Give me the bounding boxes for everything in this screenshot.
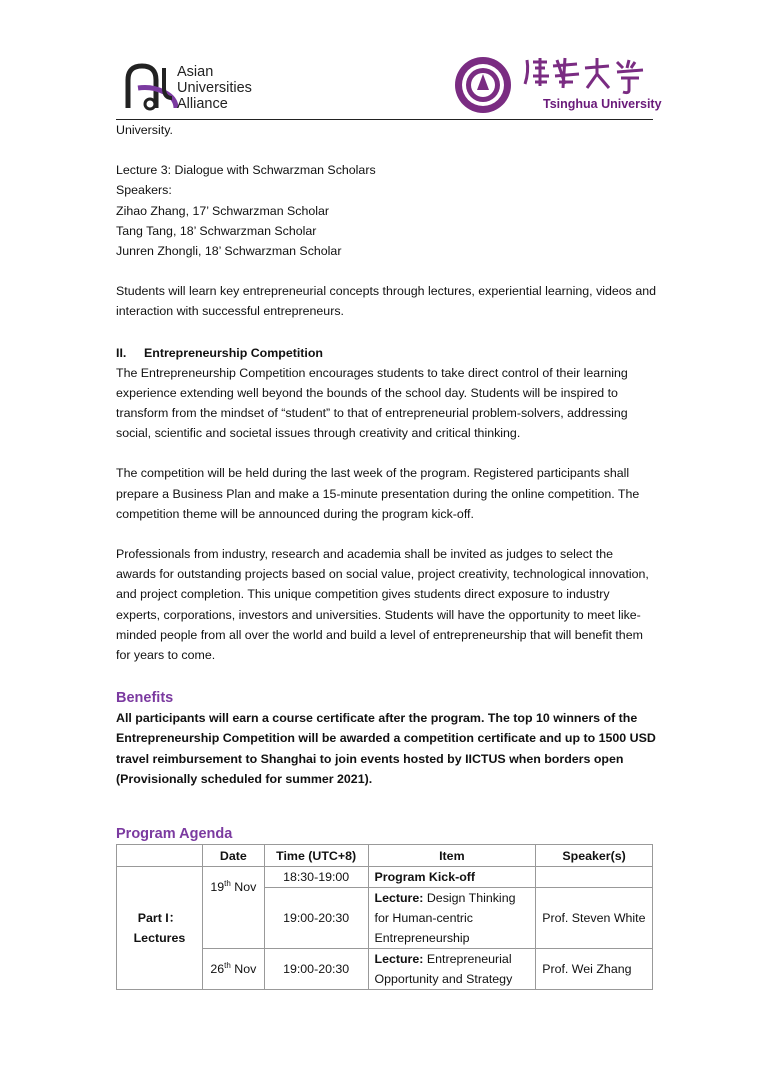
part-cell [117, 867, 203, 990]
section-number: II. [116, 345, 127, 360]
aua-line: Alliance [177, 96, 228, 112]
date-suffix: th [224, 960, 231, 970]
speaker-item: Zihao Zhang, 17’ Schwarzman Scholar [116, 203, 330, 218]
section-title: Entrepreneurship Competition [144, 345, 323, 360]
speaker-cell [536, 867, 653, 888]
intro-tail: University. [116, 123, 173, 137]
speaker-item: Junren Zhongli, 18’ Schwarzman Scholar [116, 244, 342, 259]
part-sub-label: Lectures [133, 931, 186, 945]
item-title: Entrepreneurial Opportunity and Strategy [374, 952, 513, 986]
table-header-cell [117, 845, 203, 867]
table-header-cell: Item [368, 845, 536, 867]
date-day: 26 [210, 962, 225, 976]
time-cell: 19:00-20:30 [264, 949, 368, 990]
item-type: Lecture: [374, 952, 424, 966]
aua-line: Asian [177, 64, 214, 80]
table-header-cell: Date [202, 845, 264, 867]
benefits-text: All participants will earn a course certificate after the program. The top 10 winners of the Entrepreneurship Competition will be awarded a competition certificate and up to 1500 USD travel reimbursement to Shanghai to join events hosted by IICTUS when borders open (Provisionally scheduled for summer 2021). [116, 711, 656, 786]
item-cell: Program Kick-off [368, 867, 536, 888]
speakers-label: Speakers: [116, 183, 172, 198]
agenda-table [116, 844, 653, 990]
speaker-cell: Prof. Steven White [536, 888, 653, 949]
learn-paragraph: Students will learn key entrepreneurial concepts through lectures, experiential learning, videos and interaction with successful entrepreneurs. [116, 284, 656, 319]
table-row [117, 867, 653, 888]
item-cell [368, 949, 536, 990]
agenda-heading: Program Agenda [116, 826, 233, 842]
table-header-cell: Speaker(s) [536, 845, 653, 867]
date-day: 19 [210, 880, 225, 894]
aua-line: Universities [177, 80, 252, 96]
date-cell [202, 949, 264, 990]
date-cell [202, 867, 264, 949]
competition-paragraph-3: Professionals from industry, research and academia shall be invited as judges to select the awards for outstanding projects based on social value, project creativity, technological innovation, and project completion. This unique competition gives students direct exposure to industry experts, corporations, investors and universities. Students will have the opportunity to meet like-minded people from all over the world and build a level of entrepreneurship that will benefit them for years to come. [116, 547, 649, 663]
lecture3-title: Lecture 3: Dialogue with Schwarzman Scholars [116, 163, 376, 178]
page-header [116, 54, 662, 120]
speaker-item: Tang Tang, 18’ Schwarzman Scholar [116, 223, 317, 238]
date-month: Nov [230, 880, 257, 894]
item-cell [368, 888, 536, 949]
time-cell: 19:00-20:30 [264, 888, 368, 949]
benefits-heading: Benefits [116, 690, 174, 707]
tsinghua-name: Tsinghua University [543, 97, 662, 111]
table-header-cell: Time (UTC+8) [264, 845, 368, 867]
part-label: Part I： [137, 911, 182, 925]
date-suffix: th [224, 878, 231, 888]
item-title: Design Thinking for Human-centric Entrepreneurship [374, 891, 516, 945]
competition-paragraph-2: The competition will be held during the last week of the program. Registered participants shall prepare a Business Plan and make a 15-minute presentation during the online competition. The competition theme will be announced during the program kick-off. [116, 466, 640, 521]
time-cell: 18:30-19:00 [264, 867, 368, 888]
item-type: Lecture: [374, 891, 424, 905]
document-body [116, 120, 656, 789]
aua-name [177, 64, 252, 112]
date-month: Nov [230, 962, 257, 976]
section-heading [116, 343, 656, 363]
competition-paragraph-1: The Entrepreneurship Competition encourages students to take direct control of their learning experience extending well beyond the bounds of the school day. Students will be inspired to transform from the mindset of “student” to that of entrepreneurial problem-solvers, addressing social, scientific and societal issues through creativity and critical thinking. [116, 365, 628, 441]
table-header-row [117, 845, 653, 867]
speaker-cell: Prof. Wei Zhang [536, 949, 653, 990]
